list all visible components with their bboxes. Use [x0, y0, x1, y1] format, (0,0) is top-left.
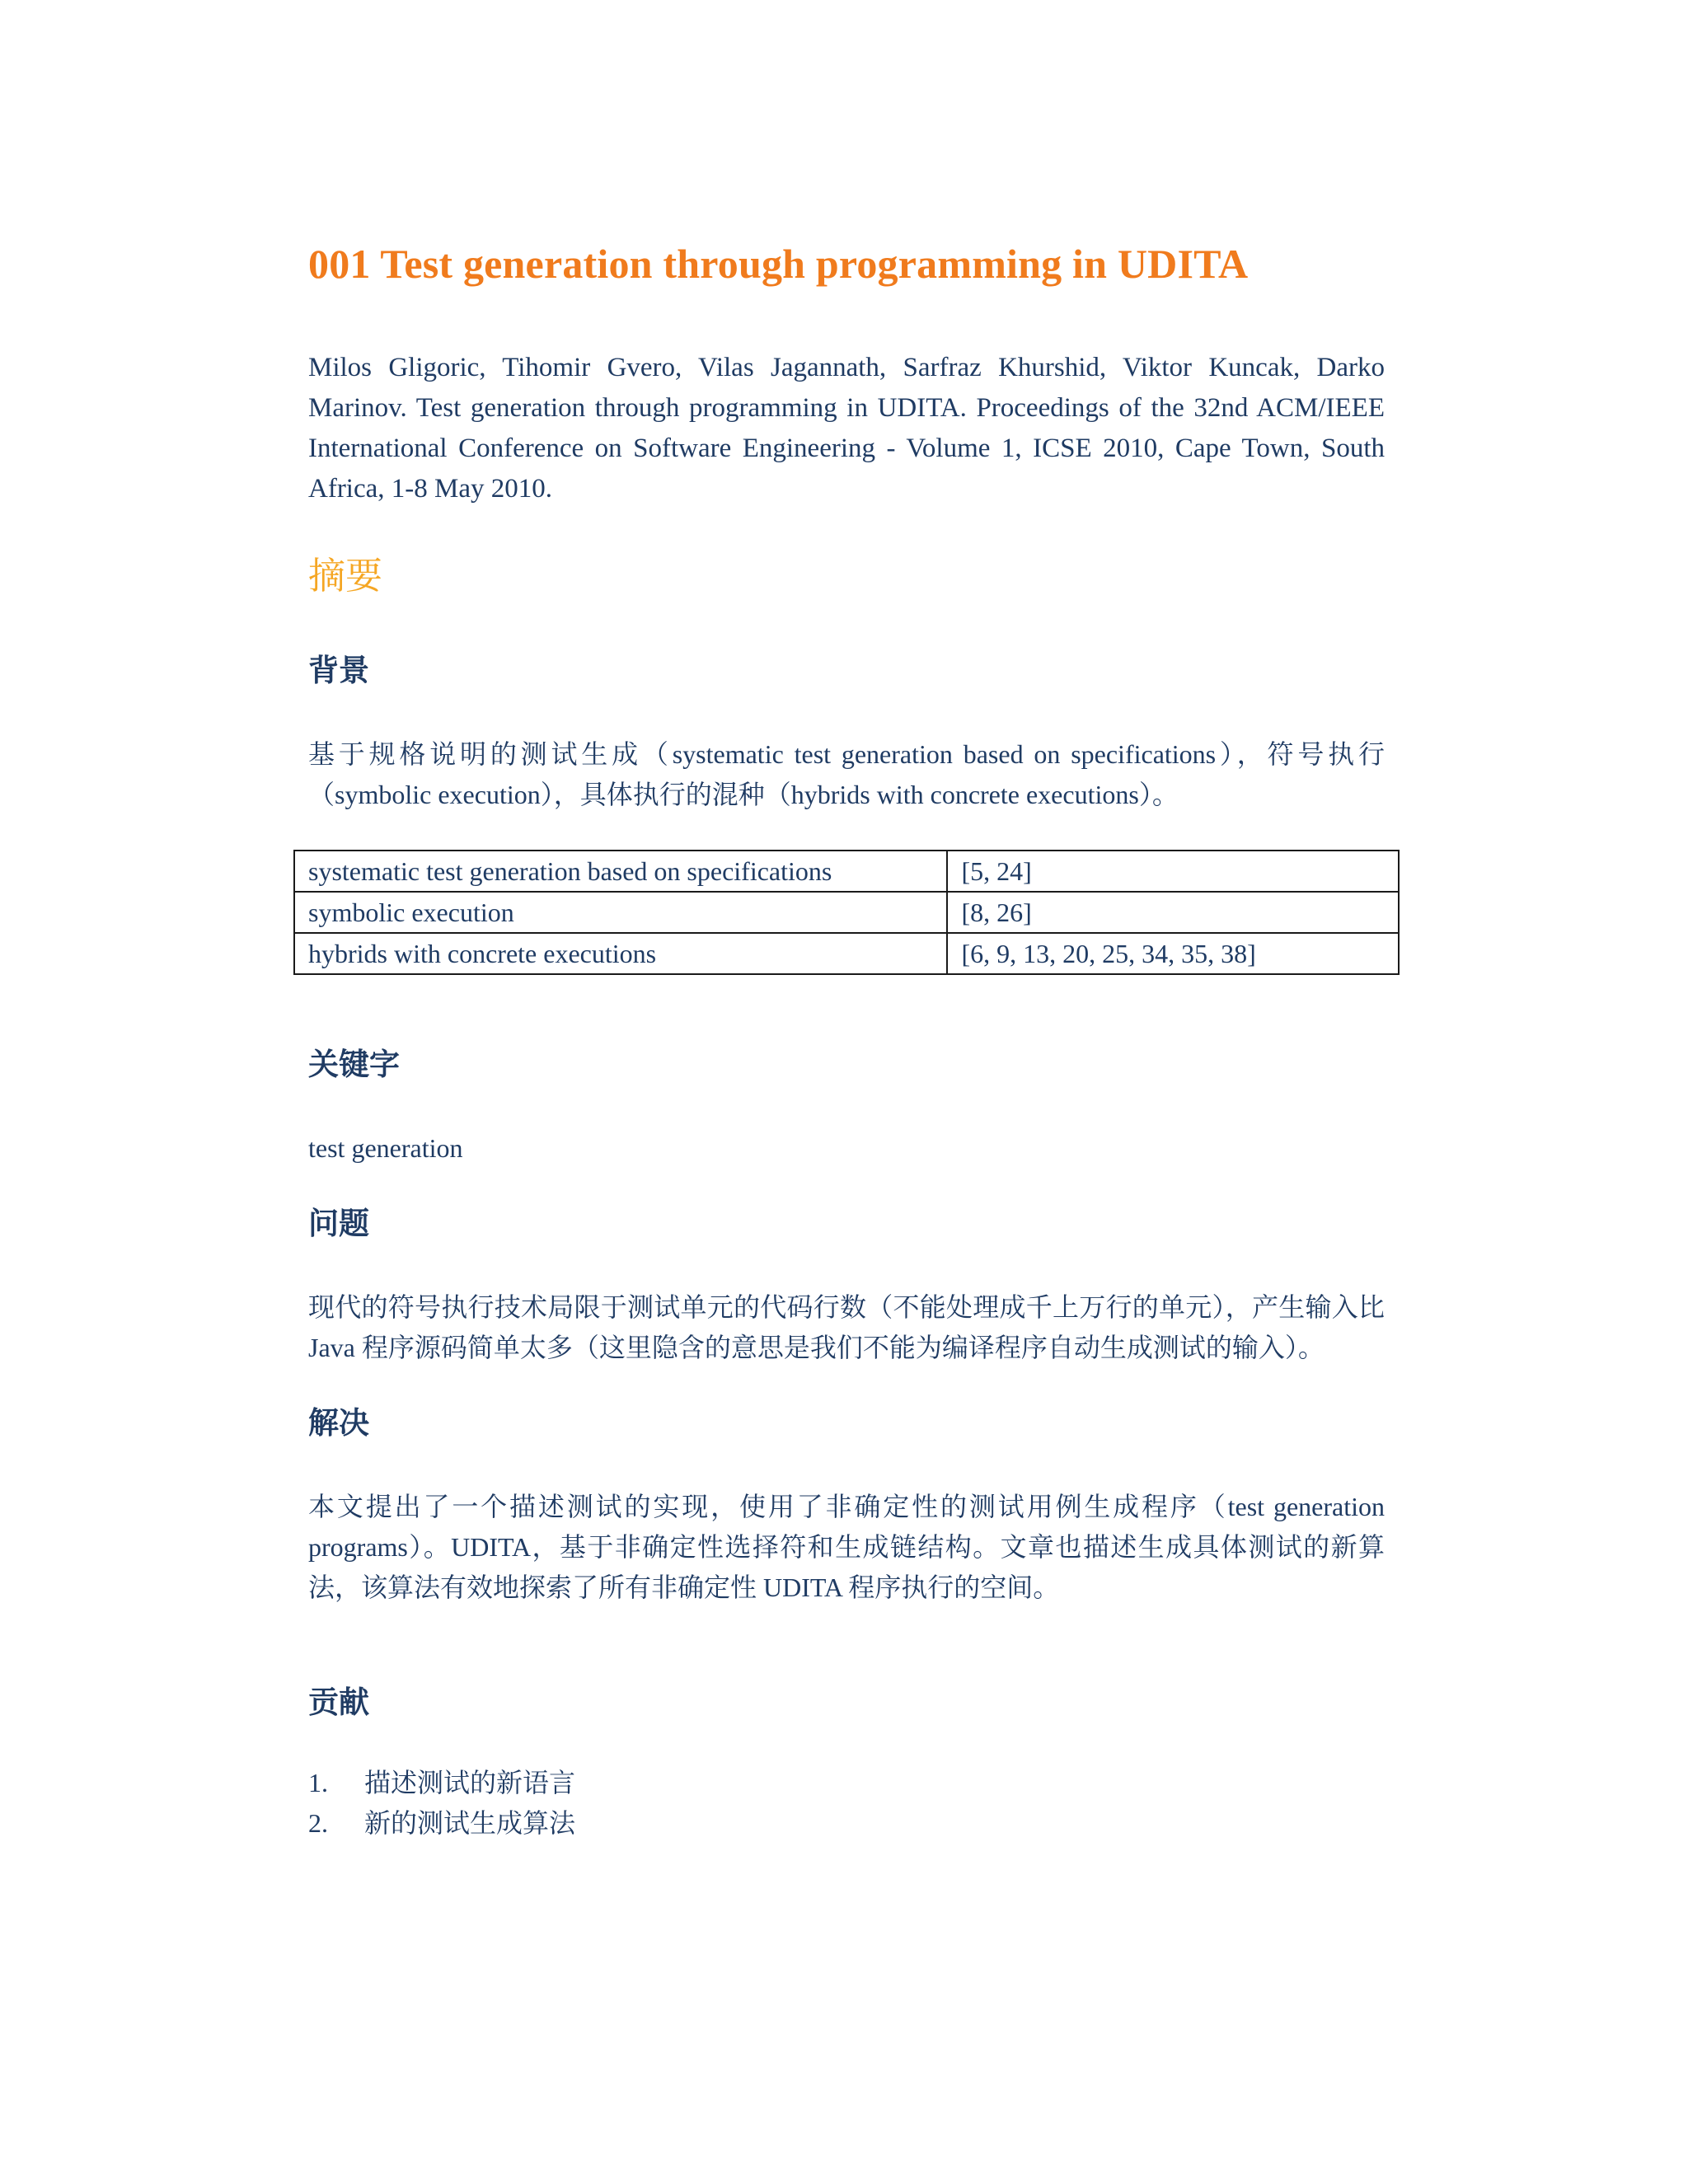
list-item — [308, 1763, 1385, 1803]
abstract-heading: 摘要 — [308, 555, 383, 597]
solution-heading: 解决 — [308, 1406, 369, 1441]
contributions-list — [308, 1763, 1385, 1844]
table-cell-topic: systematic test generation based on specifications — [294, 851, 947, 892]
document-content — [308, 239, 1385, 1844]
list-item-number: 2. — [308, 1807, 328, 1838]
table-cell-refs: [8, 26] — [947, 892, 1399, 933]
list-item — [308, 1803, 1385, 1844]
table-cell-refs: [6, 9, 13, 20, 25, 34, 35, 38] — [947, 933, 1399, 974]
table-cell-topic: symbolic execution — [294, 892, 947, 933]
background-heading: 背景 — [308, 654, 369, 688]
table-row — [294, 933, 1399, 974]
list-item-text: 描述测试的新语言 — [364, 1767, 576, 1797]
solution-paragraph: 本文提出了一个描述测试的实现，使用了非确定性的测试用例生成程序（test generation programs）。UDITA，基于非确定性选择符和生成链结构。文章也描述生成具体测试的新算法，该算法有效地探索了所有非确定性 UDITA 程序执行的空间。 — [308, 1491, 1385, 1602]
reference-table — [293, 850, 1400, 975]
table-cell-refs: [5, 24] — [947, 851, 1399, 892]
problem-paragraph: 现代的符号执行技术局限于测试单元的代码行数（不能处理成千上万行的单元），产生输入比 Java 程序源码简单太多（这里隐含的意思是我们不能为编译程序自动生成测试的输入）。 — [308, 1291, 1385, 1362]
table-cell-topic: hybrids with concrete executions — [294, 933, 947, 974]
keywords-paragraph: test generation — [308, 1132, 463, 1163]
table-row — [294, 851, 1399, 892]
keywords-heading: 关键字 — [308, 1047, 400, 1082]
background-paragraph: 基于规格说明的测试生成（systematic test generation based on specifications），符号执行（symbolic execution），具体执行的混种（hybrids with concrete executions）。 — [308, 738, 1385, 809]
citation-paragraph: Milos Gligoric, Tihomir Gvero, Vilas Jagannath, Sarfraz Khurshid, Viktor Kuncak, Darko Marinov. Test generation through programming in UDITA. Proceedings of the 32nd ACM/IEEE International Conference on Software Engineering - Volume 1, ICSE 2010, Cape Town, South Africa, 1-8 May 2010. — [308, 353, 1385, 504]
table-row — [294, 892, 1399, 933]
problem-heading: 问题 — [308, 1207, 369, 1241]
list-item-text: 新的测试生成算法 — [364, 1807, 576, 1838]
document-title: 001 Test generation through programming in UDITA — [308, 241, 1249, 287]
contributions-heading: 贡献 — [308, 1685, 369, 1720]
list-item-number: 1. — [308, 1767, 328, 1797]
